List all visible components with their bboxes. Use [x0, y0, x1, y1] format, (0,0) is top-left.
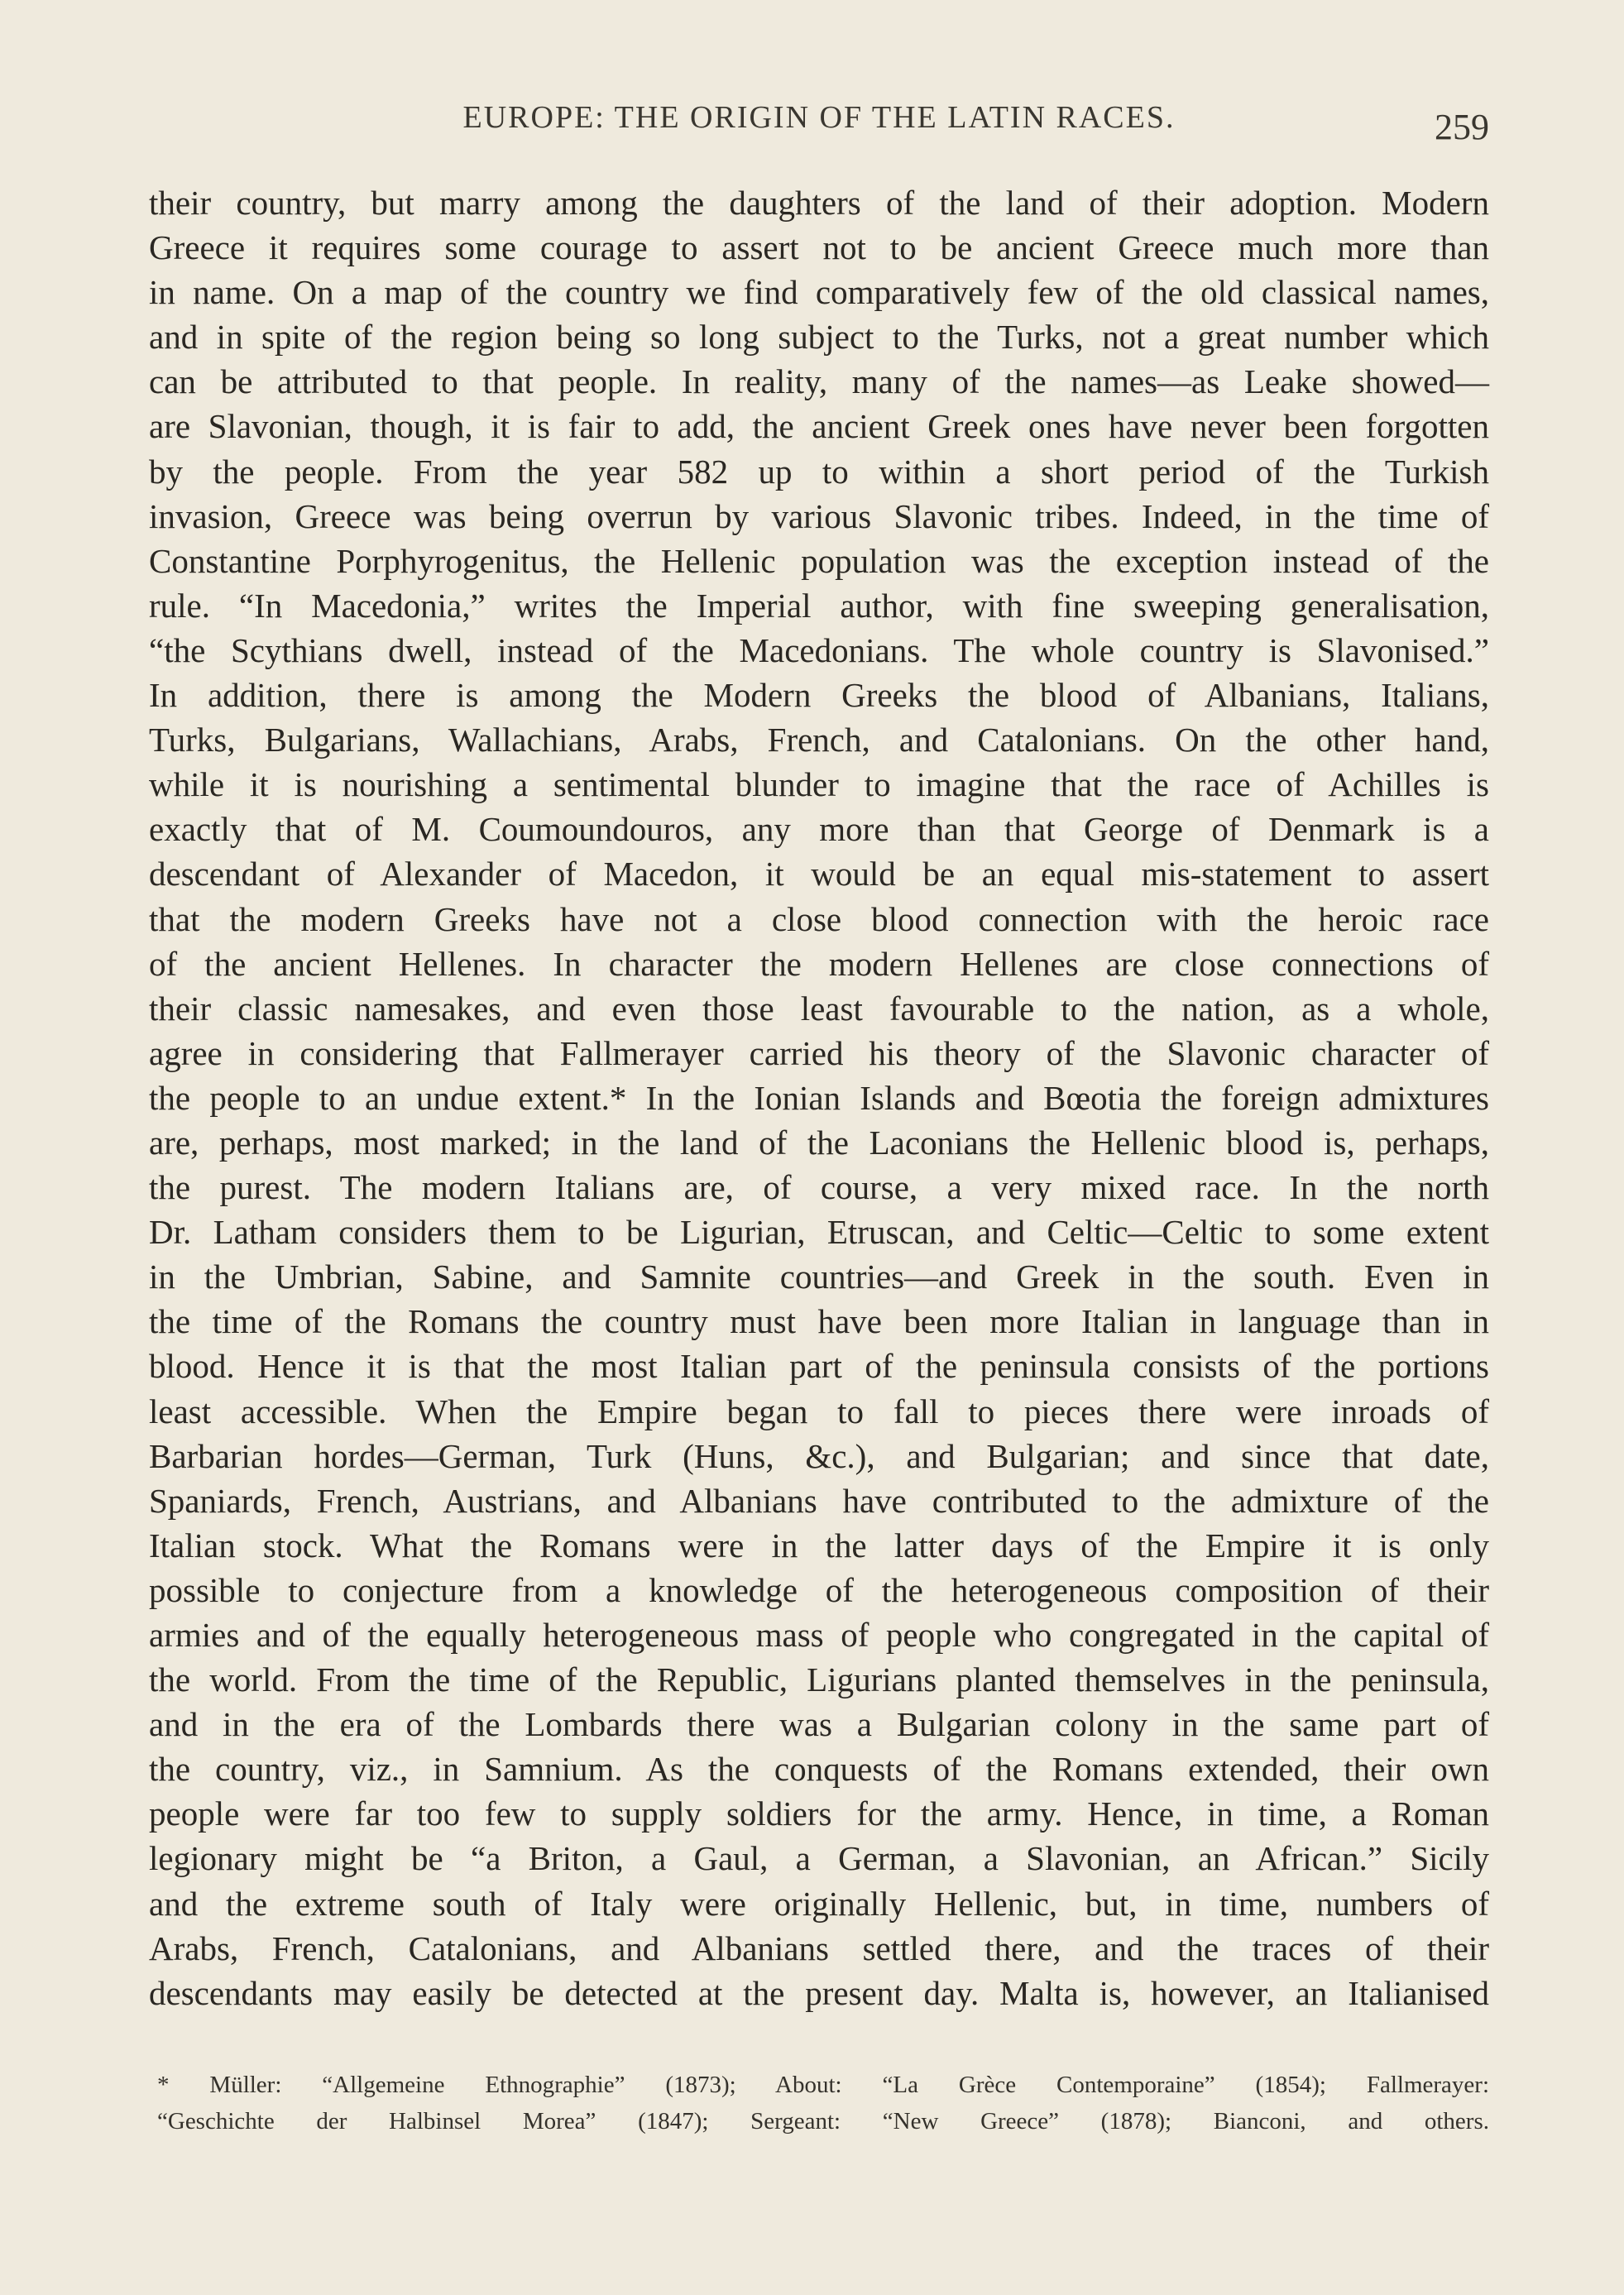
text-line: descendants may easily be detected at the present day. Malta is, however, an Italianised: [149, 1973, 1489, 2012]
text-line: and in the era of the Lombards there was a Bulgarian colony in the same part of: [149, 1705, 1489, 1744]
text-line: rule. “In Macedonia,” writes the Imperial author, with fine sweeping generalisation,: [149, 586, 1489, 625]
text-line: Turks, Bulgarians, Wallachians, Arabs, French, and Catalonians. On the other hand,: [149, 721, 1489, 759]
text-line: agree in considering that Fallmerayer carried his theory of the Slavonic character of: [149, 1033, 1489, 1072]
text-line: Spaniards, French, Austrians, and Albanians have contributed to the admixture of the: [149, 1481, 1489, 1520]
text-line: invasion, Greece was being overrun by various Slavonic tribes. Indeed, in the time of: [149, 496, 1489, 535]
text-line: the world. From the time of the Republic, Ligurians planted themselves in the peninsula,: [149, 1660, 1489, 1699]
text-line: armies and of the equally heterogeneous mass of people who congregated in the capital of: [149, 1616, 1489, 1654]
page-number: 259: [1435, 107, 1489, 147]
text-line: least accessible. When the Empire began to fall to pieces there were inroads of: [149, 1392, 1489, 1430]
text-line: of the ancient Hellenes. In character the modern Hellenes are close connections of: [149, 944, 1489, 983]
text-line: possible to conjecture from a knowledge of the heterogeneous composition of their: [149, 1570, 1489, 1609]
footnote-line: “Geschichte der Halbinsel Morea” (1847); Sergeant: “New Greece” (1878); Bianconi, and others.: [157, 2108, 1489, 2134]
text-line: can be attributed to that people. In reality, many of the names—as Leake showed—: [149, 362, 1489, 401]
text-line: the time of the Romans the country must have been more Italian in language than in: [149, 1302, 1489, 1341]
text-line: in name. On a map of the country we find comparatively few of the old classical names,: [149, 273, 1489, 312]
text-line: by the people. From the year 582 up to within a short period of the Turkish: [149, 452, 1489, 491]
text-line: descendant of Alexander of Macedon, it would be an equal mis-statement to assert: [149, 855, 1489, 894]
text-line: Italian stock. What the Romans were in the latter days of the Empire it is only: [149, 1526, 1489, 1564]
text-line: “the Scythians dwell, instead of the Macedonians. The whole country is Slavonised.”: [149, 630, 1489, 669]
text-line: Barbarian hordes—German, Turk (Huns, &c.), and Bulgarian; and since that date,: [149, 1436, 1489, 1475]
body-text: [149, 180, 1489, 2015]
text-line: Arabs, French, Catalonians, and Albanians settled there, and the traces of their: [149, 1928, 1489, 1967]
text-line: while it is nourishing a sentimental blunder to imagine that the race of Achilles is: [149, 765, 1489, 804]
text-line: In addition, there is among the Modern Greeks the blood of Albanians, Italians,: [149, 676, 1489, 715]
footnote-line: * Müller: “Allgemeine Ethnographie” (1873); About: “La Grèce Contemporaine” (1854); Fallmerayer:: [157, 2072, 1489, 2098]
text-line: Greece it requires some courage to assert not to be ancient Greece much more than: [149, 228, 1489, 267]
text-line: blood. Hence it is that the most Italian part of the peninsula consists of the portions: [149, 1347, 1489, 1386]
text-line: are Slavonian, though, it is fair to add, the ancient Greek ones have never been forgotten: [149, 407, 1489, 446]
text-line: and the extreme south of Italy were originally Hellenic, but, in time, numbers of: [149, 1884, 1489, 1923]
text-line: legionary might be “a Briton, a Gaul, a German, a Slavonian, an African.” Sicily: [149, 1839, 1489, 1878]
text-line: and in spite of the region being so long subject to the Turks, not a great number which: [149, 318, 1489, 357]
text-line: are, perhaps, most marked; in the land of the Laconians the Hellenic blood is, perhaps,: [149, 1123, 1489, 1162]
text-line: in the Umbrian, Sabine, and Samnite countries—and Greek in the south. Even in: [149, 1258, 1489, 1296]
text-line: the country, viz., in Samnium. As the conquests of the Romans extended, their own: [149, 1750, 1489, 1789]
text-line: that the modern Greeks have not a close blood connection with the heroic race: [149, 899, 1489, 938]
running-title: EUROPE: THE ORIGIN OF THE LATIN RACES.: [462, 100, 1176, 135]
text-line: the people to an undue extent.* In the Ionian Islands and Bœotia the foreign admixtures: [149, 1078, 1489, 1117]
text-line: people were far too few to supply soldiers for the army. Hence, in time, a Roman: [149, 1794, 1489, 1833]
text-line: the purest. The modern Italians are, of course, a very mixed race. In the north: [149, 1168, 1489, 1207]
text-line: Constantine Porphyrogenitus, the Hellenic population was the exception instead of the: [149, 541, 1489, 580]
footnotes: [157, 2067, 1489, 2139]
text-line: their classic namesakes, and even those least favourable to the nation, as a whole,: [149, 989, 1489, 1028]
text-line: exactly that of M. Coumoundouros, any more than that George of Denmark is a: [149, 810, 1489, 849]
page-header: [149, 93, 1489, 147]
text-line: their country, but marry among the daughters of the land of their adoption. Modern: [149, 184, 1489, 222]
text-line: Dr. Latham considers them to be Ligurian, Etruscan, and Celtic—Celtic to some extent: [149, 1213, 1489, 1252]
